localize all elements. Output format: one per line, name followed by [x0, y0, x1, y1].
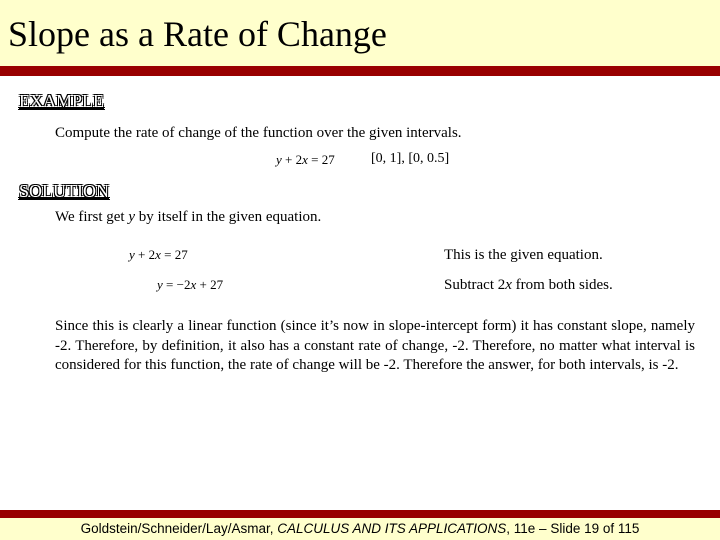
example-intervals: [0, 1], [0, 0.5] [371, 151, 450, 166]
step-2-note-var: x [505, 277, 512, 293]
equation-var-y: y [276, 152, 282, 167]
solution-intro-var: y [128, 209, 136, 225]
equation-plus-2: + 2 [281, 152, 303, 167]
solution-heading: SOLUTION [19, 181, 109, 201]
step-2-rhs: + 27 [196, 277, 224, 292]
example-prompt: Compute the rate of change of the function over the given intervals. [55, 125, 462, 141]
step-2-equation [157, 277, 223, 293]
solution-conclusion: Since this is clearly a linear function (since it’s now in slope-intercept form) it has constant slope, namely -2. Therefore, by definition, it also has a constant rate of change, -2. Therefore, no matter what interval is considered for this function, the rate of change will be -2. Therefore the answer, for both intervals, is -2. [55, 318, 695, 373]
step-1-var-x: x [155, 247, 161, 262]
equation-var-x: x [302, 152, 308, 167]
step-2-var-y: y [157, 277, 163, 292]
solution-intro [55, 208, 321, 227]
footer-authors: Goldstein/Schneider/Lay/Asmar, [80, 521, 278, 536]
step-2-note-end: from both sides. [511, 277, 613, 293]
step-2-var-x: x [190, 277, 197, 292]
equation-rhs: = 27 [307, 152, 335, 167]
step-2-note [444, 276, 613, 295]
step-2-op: = −2 [162, 277, 191, 292]
step-1-var-y: y [129, 247, 135, 262]
step-1-note-start: This is the given equation. [444, 247, 603, 263]
footer-divider [0, 510, 720, 518]
step-1-rhs: = 27 [160, 247, 188, 262]
title-divider [0, 66, 720, 76]
step-1-op: + 2 [134, 247, 156, 262]
step-1-equation [129, 247, 188, 263]
example-heading: EXAMPLE [19, 91, 104, 111]
slide-footer [0, 518, 720, 540]
slide-title: Slope as a Rate of Change [8, 14, 387, 54]
example-equation [276, 152, 335, 168]
step-2-note-start: Subtract 2 [444, 277, 506, 293]
footer-slide-number: , 11e – Slide 19 of 115 [506, 521, 640, 536]
footer-book-title: CALCULUS AND ITS APPLICATIONS [277, 521, 507, 536]
solution-intro-end: by itself in the given equation. [135, 209, 322, 225]
step-1-note [444, 246, 603, 265]
solution-intro-start: We first get [55, 209, 129, 225]
